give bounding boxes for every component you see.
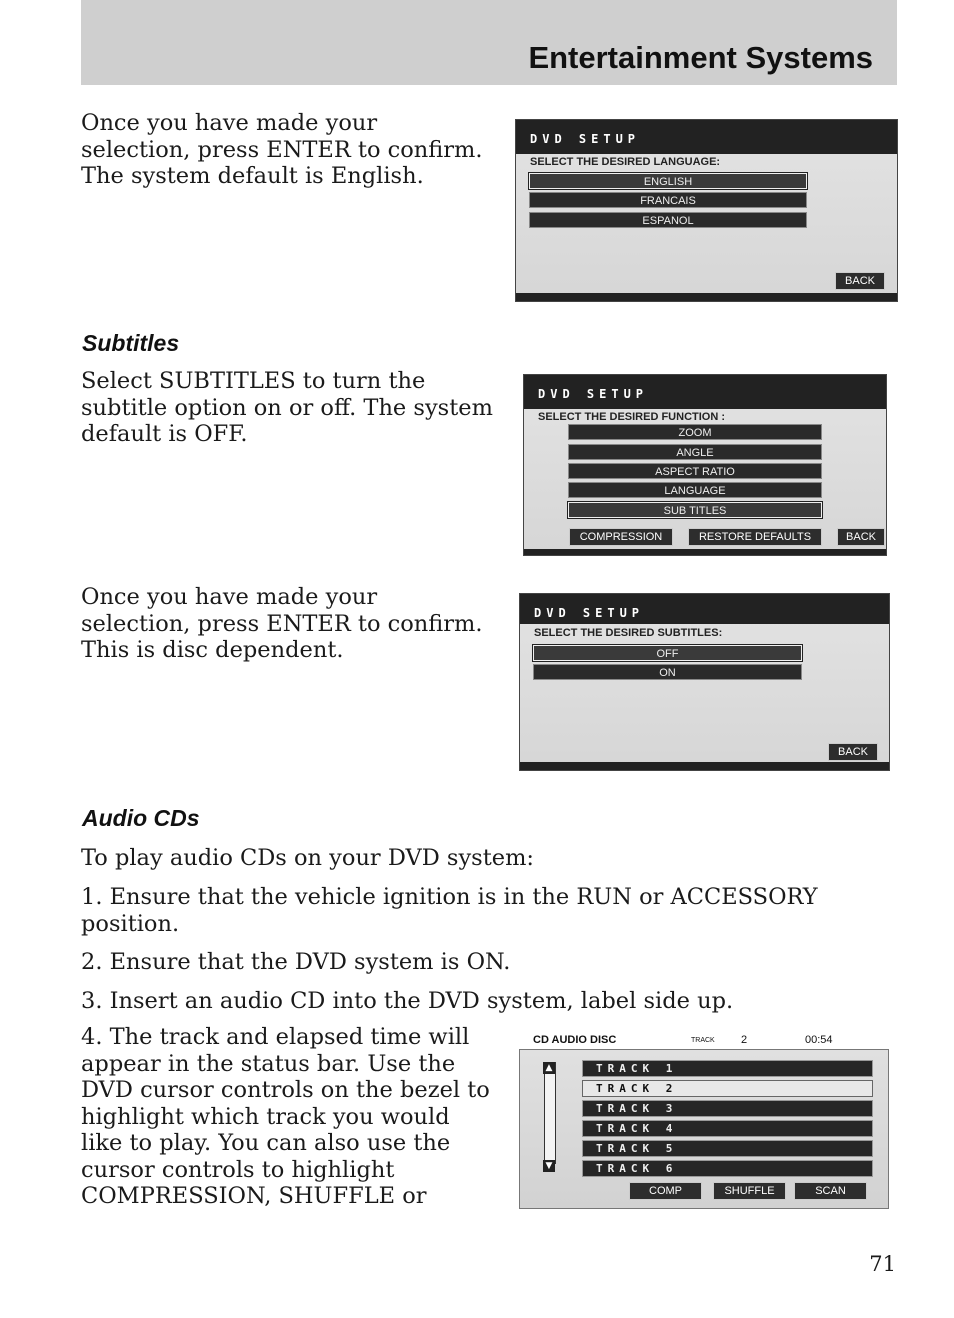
compression-button[interactable]: COMPRESSION (569, 528, 673, 546)
screen-bottom-bar (516, 293, 897, 301)
track-item-1[interactable]: TRACK 1 (582, 1060, 873, 1077)
step-1: 1. Ensure that the vehicle ignition is in the RUN or ACCESSORY position. (81, 884, 818, 937)
elapsed-time: 00:54 (805, 1034, 833, 1046)
scroll-up-icon[interactable]: ▲ (543, 1062, 555, 1074)
screen-subtitle: SELECT THE DESIRED LANGUAGE: (530, 156, 721, 168)
section-heading-audio-cds: Audio CDs (82, 805, 200, 831)
back-button[interactable]: BACK (828, 743, 878, 761)
paragraph-subtitles-confirm: Once you have made your selection, press ENTER to confirm. This is disc dependent. (81, 584, 483, 663)
track-number: 2 (741, 1034, 748, 1046)
track-item-6[interactable]: TRACK 6 (582, 1160, 873, 1177)
screen-bottom-bar (520, 762, 889, 770)
track-scrollbar[interactable] (544, 1062, 556, 1164)
screen-title: DVD SETUP (534, 606, 645, 620)
dvd-setup-language-screen (515, 119, 898, 302)
back-button[interactable]: BACK (837, 528, 885, 546)
cd-status-label: CD AUDIO DISC (533, 1034, 617, 1046)
function-option-aspect-ratio[interactable]: ASPECT RATIO (568, 463, 822, 479)
shuffle-button[interactable]: SHUFFLE (713, 1182, 786, 1200)
cd-status-bar (519, 1025, 889, 1049)
function-option-language[interactable]: LANGUAGE (568, 482, 822, 498)
screen-subtitle: SELECT THE DESIRED FUNCTION : (538, 411, 726, 423)
step-3: 3. Insert an audio CD into the DVD system, label side up. (81, 988, 734, 1014)
comp-button[interactable]: COMP (629, 1182, 702, 1200)
language-option-espanol[interactable]: ESPANOL (529, 212, 807, 228)
subtitle-option-on[interactable]: ON (533, 664, 802, 680)
paragraph-audio-intro: To play audio CDs on your DVD system: (81, 845, 534, 871)
track-item-5[interactable]: TRACK 5 (582, 1140, 873, 1157)
language-option-english[interactable]: ENGLISH (529, 173, 807, 189)
language-option-francais[interactable]: FRANCAIS (529, 192, 807, 208)
screen-bottom-bar (524, 549, 886, 555)
track-item-3[interactable]: TRACK 3 (582, 1100, 873, 1117)
track-item-2[interactable]: TRACK 2 (582, 1080, 873, 1097)
screen-subtitle: SELECT THE DESIRED SUBTITLES: (534, 627, 723, 639)
page-header (81, 0, 897, 85)
paragraph-subtitles: Select SUBTITLES to turn the subtitle option on or off. The system default is OFF. (81, 368, 493, 447)
function-option-sub-titles[interactable]: SUB TITLES (568, 502, 822, 518)
screen-title-bar (524, 375, 886, 409)
dvd-setup-subtitles-screen (519, 593, 890, 771)
restore-defaults-button[interactable]: RESTORE DEFAULTS (688, 528, 822, 546)
paragraph-language-confirm: Once you have made your selection, press ENTER to confirm. The system default is English. (81, 110, 483, 189)
function-option-angle[interactable]: ANGLE (568, 444, 822, 460)
page-title: Entertainment Systems (528, 40, 873, 75)
dvd-setup-function-screen (523, 374, 887, 556)
screen-title-bar (520, 594, 889, 624)
page-number: 71 (869, 1252, 896, 1276)
section-heading-subtitles: Subtitles (82, 330, 180, 356)
function-option-zoom[interactable]: ZOOM (568, 424, 822, 440)
track-item-4[interactable]: TRACK 4 (582, 1120, 873, 1137)
back-button[interactable]: BACK (835, 272, 885, 290)
track-list-panel (519, 1049, 889, 1209)
screen-title: DVD SETUP (538, 387, 649, 401)
scroll-down-icon[interactable]: ▼ (543, 1160, 555, 1172)
screen-title-bar (516, 120, 897, 154)
step-4: 4. The track and elapsed time will appear in the status bar. Use the DVD cursor controls on the bezel to highlight which track you would like to play. You can also use the cursor controls to highlight COMPRESSION, SHUFFLE or (81, 1024, 490, 1209)
scan-button[interactable]: SCAN (794, 1182, 867, 1200)
cd-audio-disc-screen (519, 1025, 889, 1209)
screen-title: DVD SETUP (530, 132, 641, 146)
step-2: 2. Ensure that the DVD system is ON. (81, 949, 511, 975)
subtitle-option-off[interactable]: OFF (533, 645, 802, 661)
track-label: TRACK (691, 1037, 715, 1044)
